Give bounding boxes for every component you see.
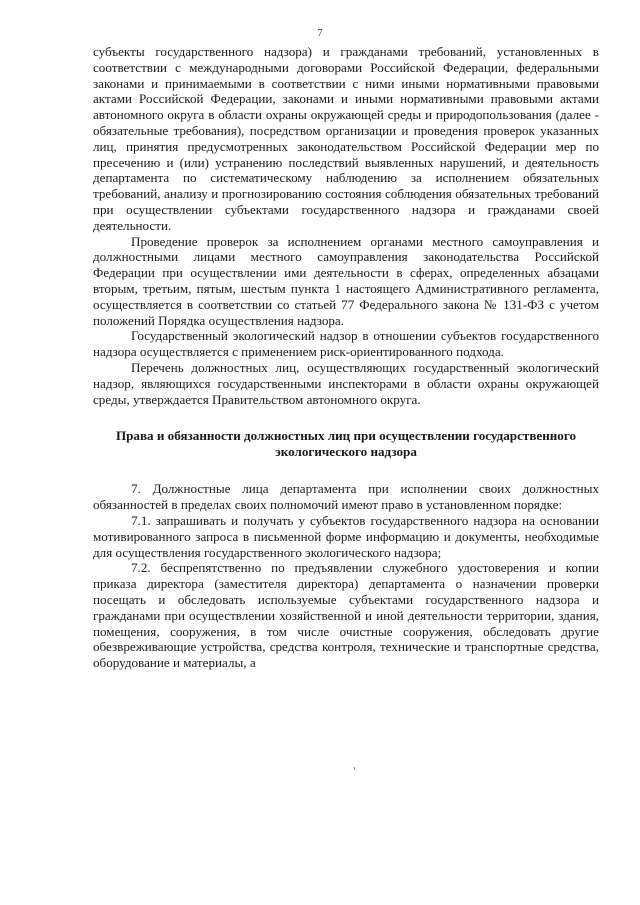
paragraph-item-7-1: 7.1. запрашивать и получать у субъектов государственного надзора на основании мотивированного запроса в письменной форме информацию и документы, необходимые для осуществления государственного экологического надзора; — [93, 512, 599, 560]
scan-artifact — [354, 767, 355, 770]
section-heading: Права и обязанности должностных лиц при осуществлении государственного экологического надзора — [115, 428, 577, 460]
paragraph-officials-list: Перечень должностных лиц, осуществляющих государственный экологический надзор, являющихся государственными инспекторами в области охраны окружающей среды, утверждается Правительством автономного округа. — [93, 359, 599, 407]
paragraph-risk-approach: Государственный экологический надзор в отношении субъектов государственного надзора осуществляется с применением риск-ориентированного подхода. — [93, 328, 599, 360]
paragraph-item-7: 7. Должностные лица департамента при исполнении своих должностных обязанностей в пределах своих полномочий имеют право в установленном порядке: — [93, 481, 599, 513]
paragraph-continuation: субъекты государственного надзора) и гражданами требований, установленных в соответствии с международными договорами Российской Федерации, федеральными законами и принимаемыми в соответствии с ними иными нормативными правовыми актами Российской Федерации, законами и иными нормативными правовыми актами автономного округа в области охраны окружающей среды и природопользования (далее - обязательные требования), посредством организации и проведения проверок указанных лиц, принятия предусмотренных законодательством Российской Федерации мер по пресечению и (или) устранению последствий выявленных нарушений, и деятельность департамента по систематическому наблюдению за исполнением обязательных требований, анализу и прогнозированию состояния соблюдения обязательных требований при осуществлении субъектами государственного надзора и гражданами своей деятельности. — [93, 44, 599, 233]
page-number: 7 — [317, 27, 323, 39]
paragraph-item-7-2: 7.2. беспрепятственно по предъявлении служебного удостоверения и копии приказа директора (заместителя директора) департамента о назначении проверки посещать и обследовать используемые субъектами государственного надзора и гражданами при осуществлении хозяйственной и иной деятельности территории, здания, помещения, сооружения, в том числе очистные сооружения, обследовать другие обезвреживающие устройства, средства контроля, технические и транспортные средства, оборудование и материалы, а — [93, 560, 599, 671]
paragraph-inspections: Проведение проверок за исполнением органами местного самоуправления и должностными лицами местного самоуправления законодательства Российской Федерации при осуществлении ими деятельности в сферах, определенных абзацами вторым, третьим, пятым, шестым пункта 1 настоящего Административного регламента, осуществляется в соответствии со статьей 77 Федерального закона № 131-ФЗ с учетом положений Порядка осуществления надзора. — [93, 233, 599, 328]
document-body — [93, 44, 599, 671]
